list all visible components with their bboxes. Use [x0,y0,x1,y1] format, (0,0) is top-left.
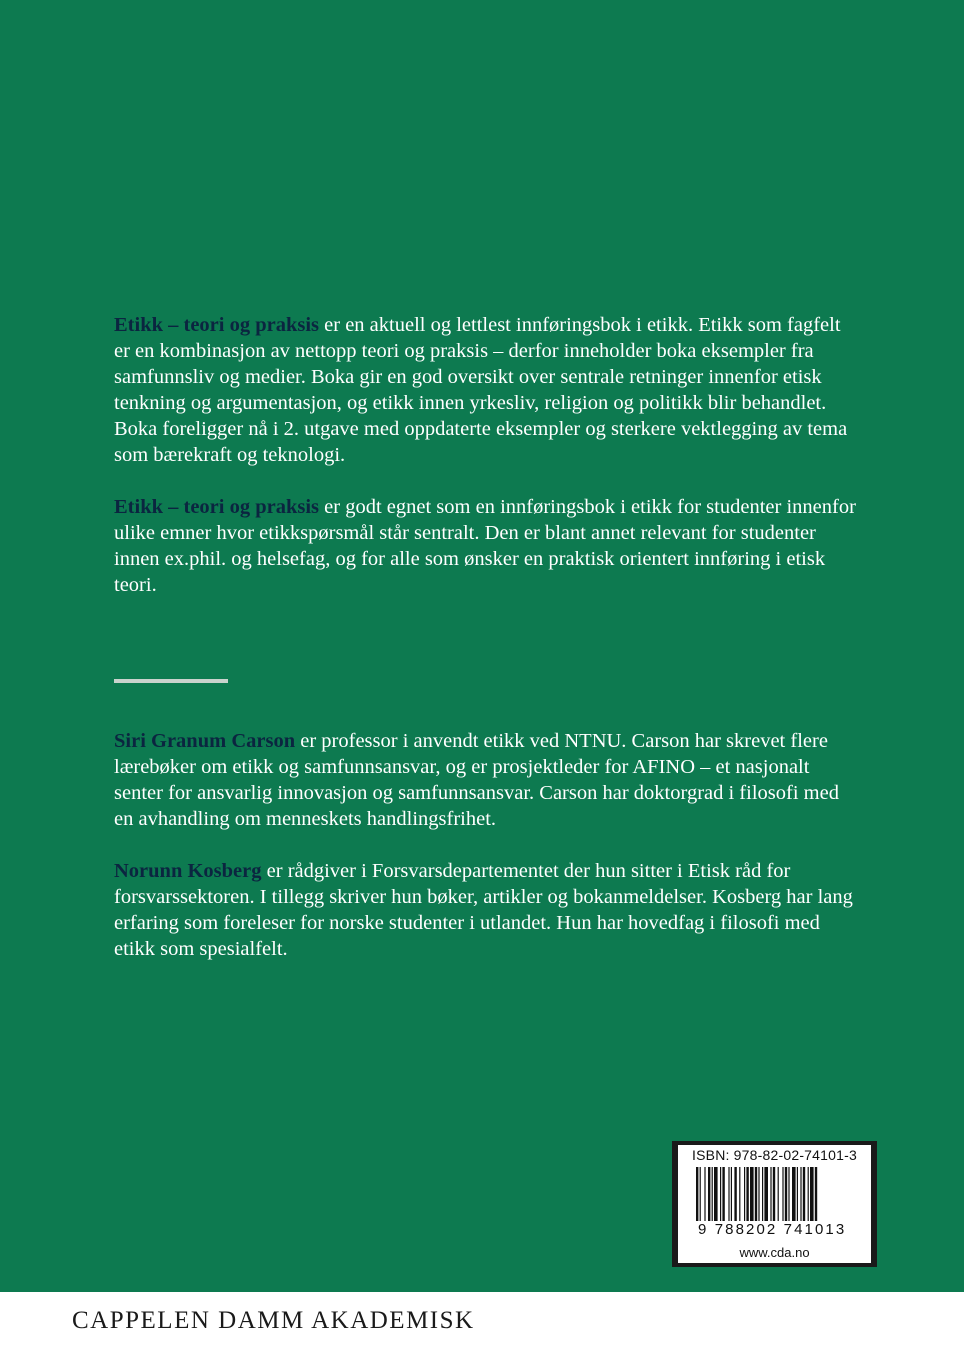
author-bio-2 [114,858,859,962]
publisher-url: www.cda.no [739,1245,810,1260]
book-title-highlight: Etikk – teori og praksis [114,314,320,336]
author-bio-text: er rådgiver i Forsvarsdepartementet der hun sitter i Etisk råd for forsvarssektoren. I tillegg skriver hun bøker, artikler og bokanmeldelser. Kosberg har lang erfaring som foreleser for norske studenter i utlandet. Hun har hovedfag i filosofi med etikk som spesialfelt. [114,860,853,960]
barcode-bar [700,1167,701,1221]
barcode-bar [696,1167,698,1221]
barcode-bar [744,1167,745,1221]
barcode-bar [797,1167,798,1221]
barcode-bar [720,1167,721,1221]
barcode-bar [714,1167,718,1221]
section-divider [114,679,228,683]
blurb-text: er en aktuell og lettlest innføringsbok i etikk. Etikk som fagfelt er en kombinasjon av nettopp teori og praksis – derfor inneholder boka eksempler fra samfunnsliv og medier. Boka gir en god oversikt over sentrale retninger innenfor etisk tenkning og argumentasjon, og etikk innen yrkesliv, religion og politikk blir behandlet. Boka foreligger nå i 2. utgave med oppdaterte eksempler og sterkere vektlegging av tema som bærekraft og teknologi. [114,314,848,466]
isbn-number: ISBN: 978-82-02-74101-3 [692,1147,857,1163]
barcode-bar [810,1167,814,1221]
barcode-bar [800,1167,801,1221]
barcode-bar [739,1167,740,1221]
author-bio-1 [114,728,859,832]
blurb-paragraph-2 [114,494,859,598]
barcode-bar [803,1167,805,1221]
barcode-bar [755,1167,757,1221]
barcode-digits: 9 788202 741013 [698,1221,847,1238]
barcode-bar [782,1167,783,1221]
barcode-bar [815,1167,817,1221]
book-title-highlight: Etikk – teori og praksis [114,496,320,518]
author-bio-text: er professor i anvendt etikk ved NTNU. Carson har skrevet flere lærebøker om etikk og samfunnsansvar, og er prosjektleder for AFINO – et nasjonalt senter for ansvarlig innovasjon og samfunnsansvar. Carson har doktorgrad i filosofi med en avhandling om menneskets handlingsfrihet. [114,730,839,830]
barcode-bar [808,1167,809,1221]
barcode-icon [696,1167,854,1221]
barcode-bar [764,1167,768,1221]
author-name: Norunn Kosberg [114,860,262,882]
publisher-logo: CAPPELEN DAMM AKADEMISK [72,1307,475,1334]
isbn-barcode [672,1141,877,1267]
barcode-bar [773,1167,775,1221]
barcode-bar [708,1167,710,1221]
barcode-bar [734,1167,736,1221]
barcode-label [678,1145,871,1263]
author-name: Siri Granum Carson [114,730,296,752]
barcode-bar [788,1167,789,1221]
blurb-paragraph-1 [114,312,859,468]
barcode-bar [785,1167,787,1221]
blurb-text: er godt egnet som en innføringsbok i etikk for studenter innenfor ulike emner hvor etikkspørsmål står sentralt. Den er blant annet relevant for studenter innen ex.phil. og helsefag, og for alle som ønsker en praktisk orientert innføring i etisk teori. [114,496,856,596]
barcode-bar [750,1167,754,1221]
barcode-bar [722,1167,724,1221]
barcode-bar [778,1167,779,1221]
barcode-bar [762,1167,763,1221]
barcode-bar [704,1167,705,1221]
barcode-bar [712,1167,713,1221]
barcode-bar [731,1167,732,1221]
barcode-bar [770,1167,771,1221]
barcode-bar [728,1167,729,1221]
barcode-bar [746,1167,748,1221]
barcode-bar [792,1167,796,1221]
barcode-bar [758,1167,759,1221]
